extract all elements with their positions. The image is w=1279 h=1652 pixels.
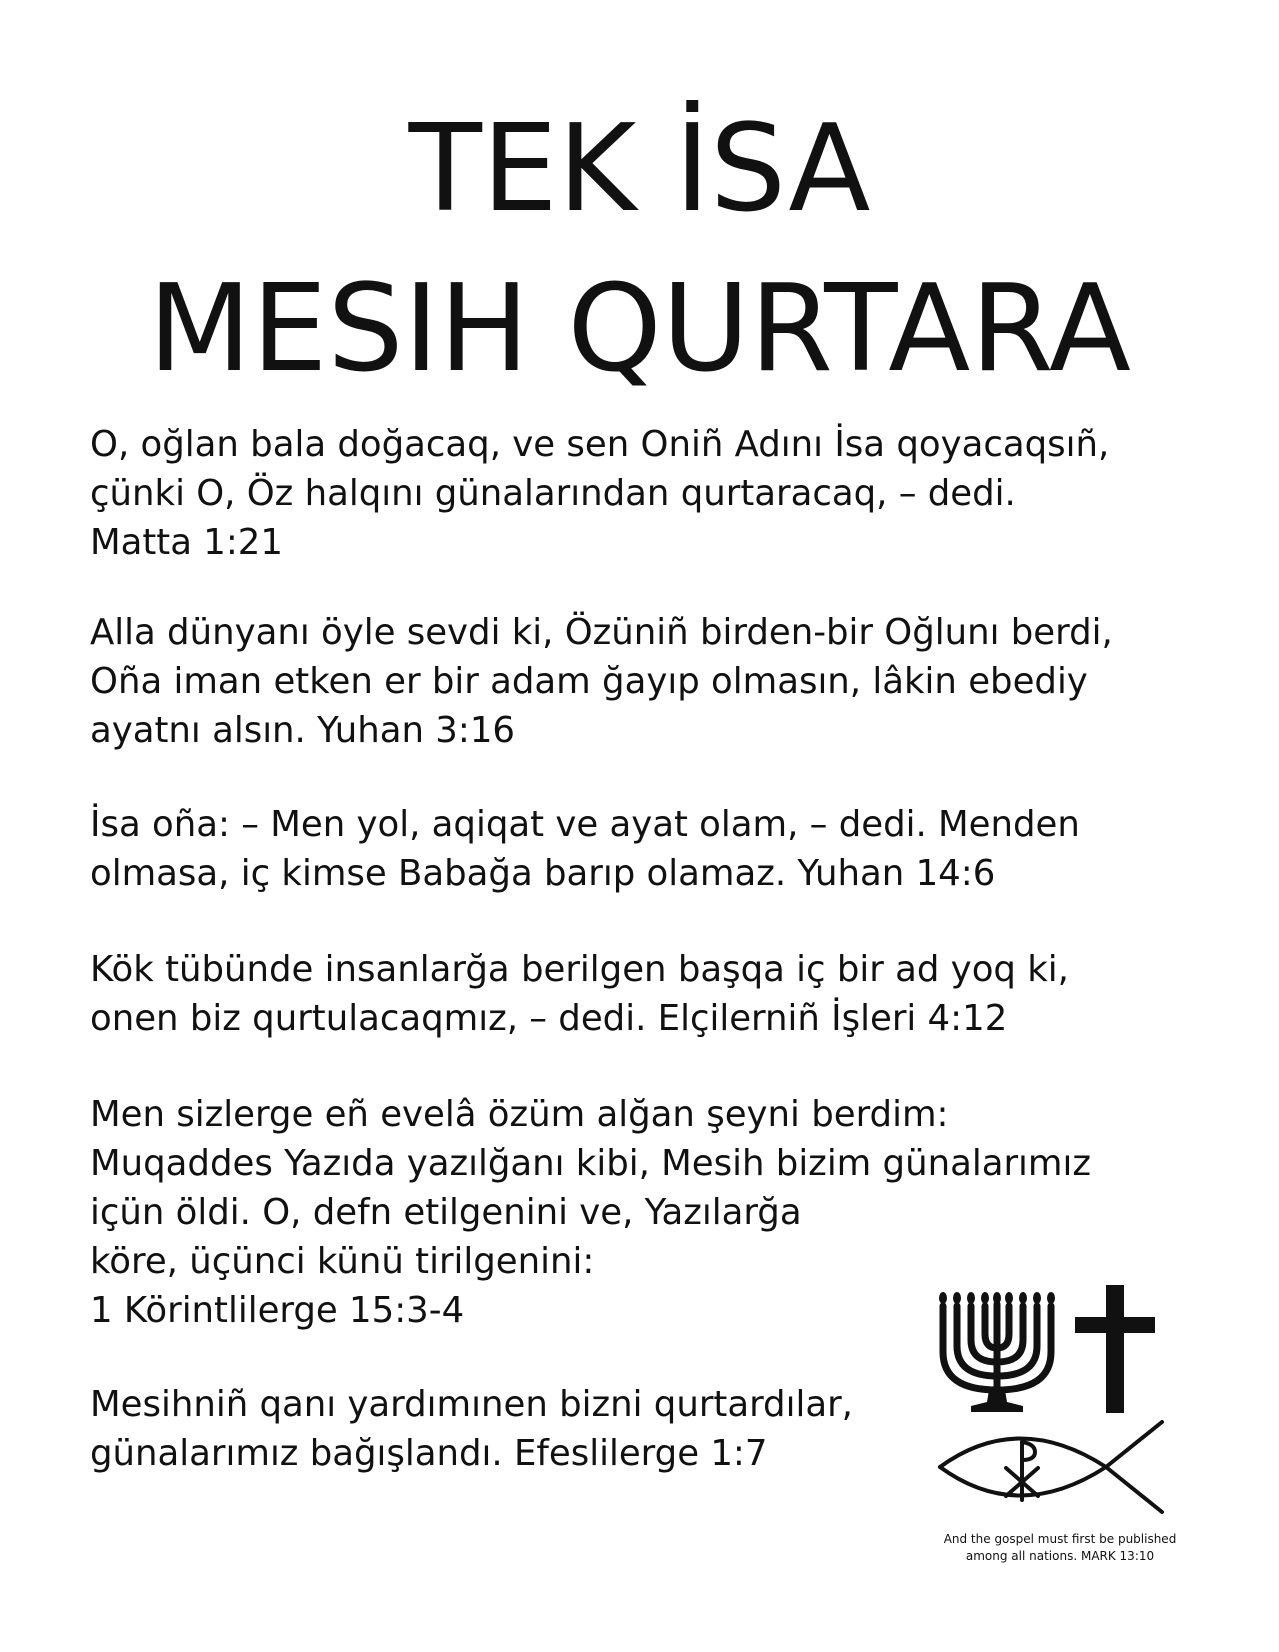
caption-line: among all nations. MARK 13:10 bbox=[965, 1549, 1155, 1563]
verse-ephesians-1-7 bbox=[90, 1380, 853, 1478]
verse-line: köre, üçünci künü tirilgenini: bbox=[90, 1241, 595, 1282]
verse-line: ayatnı alsın. Yuhan 3:16 bbox=[90, 710, 515, 751]
verse-line: Oña iman etken er bir adam ğayıp olmasın, lâkin ebediy bbox=[90, 661, 1088, 702]
verse-line: çünki O, Öz halqını günalarından qurtaracaq, – dedi. bbox=[90, 473, 1016, 514]
gospel-caption bbox=[915, 1531, 1205, 1565]
verse-john-14-6 bbox=[90, 800, 1080, 898]
verse-line: Mesihniñ qanı yardımınen bizni qurtardılar, bbox=[90, 1384, 853, 1425]
verse-line: Men sizlerge eñ evelâ özüm alğan şeyni berdim: bbox=[90, 1094, 949, 1135]
verse-reference: 1 Körintlilerge 15:3-4 bbox=[90, 1290, 465, 1331]
verse-line: içün öldi. O, defn etilgenini ve, Yazılarğa bbox=[90, 1192, 802, 1233]
ichthys-chi-rho-icon bbox=[938, 1420, 1170, 1515]
verse-line: İsa oña: – Men yol, aqiqat ve ayat olam, – dedi. Menden bbox=[90, 804, 1080, 845]
verse-matthew-1-21 bbox=[90, 420, 1109, 567]
page-title-line-1: TEK İSA bbox=[408, 100, 871, 239]
page-title-line-2: MESIH QURTARA bbox=[148, 260, 1131, 399]
verse-acts-4-12 bbox=[90, 945, 1069, 1043]
verse-john-3-16 bbox=[90, 608, 1113, 755]
verse-line: O, oğlan bala doğacaq, ve sen Oniñ Adını İsa qoyacaqsıñ, bbox=[90, 424, 1110, 465]
menorah-icon bbox=[935, 1290, 1060, 1414]
verse-line: Kök tübünde insanlarğa berilgen başqa iç bir ad yoq ki, bbox=[90, 949, 1069, 990]
verse-line: günalarımız bağışlandı. Efeslilerge 1:7 bbox=[90, 1433, 768, 1474]
verse-line: onen biz qurtulacaqmız, – dedi. Elçilerniñ İşleri 4:12 bbox=[90, 998, 1008, 1039]
verse-line: olmasa, iç kimse Babağa barıp olamaz. Yuhan 14:6 bbox=[90, 853, 996, 894]
verse-line: Alla dünyanı öyle sevdi ki, Özüniñ birden-bir Oğlunı berdi, bbox=[90, 612, 1113, 653]
caption-line: And the gospel must first be published bbox=[943, 1532, 1177, 1546]
verse-reference: Matta 1:21 bbox=[90, 522, 283, 563]
cross-icon bbox=[1075, 1285, 1155, 1413]
verse-line: Muqaddes Yazıda yazılğanı kibi, Mesih bizim günalarımız bbox=[90, 1143, 1091, 1184]
